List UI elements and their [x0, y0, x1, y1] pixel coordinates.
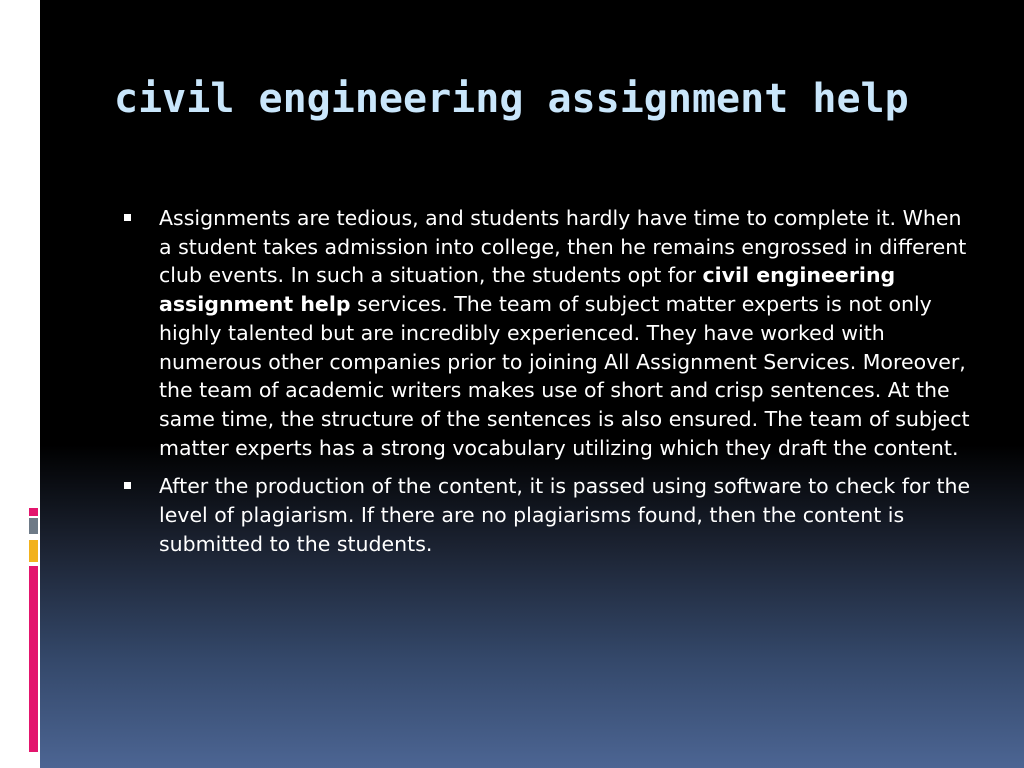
bullet-bold-keyword: civil engineering assignment help [159, 263, 896, 317]
left-strip [0, 0, 40, 768]
bullet-text: After the production of the content, it is passed using software to check for the level of plagiarism. If there are no plagiarisms found, then the content is submitted to the students. [159, 474, 971, 556]
bullet-text-after: services. The team of subject matter experts is not only highly talented but are incredibly experienced. They have worked with numerous other companies prior to joining All Assignment Services. Moreover, the team of academic writers makes use of short and crisp sentences. At the same time, the structure of the sentences is also ensured. The team of subject matter experts has a strong vocabulary utilizing which they draft the content. [159, 292, 970, 460]
accent-bar-pink [29, 566, 38, 752]
bullet-square-icon [124, 482, 131, 489]
bullet-square-icon [124, 214, 131, 221]
accent-bar-yellow [29, 540, 38, 562]
bullet-list [118, 204, 978, 568]
accent-bar-pink-top [29, 508, 38, 516]
bullet-text-before: Assignments are tedious, and students hardly have time to complete it. When a student takes admission into college, then he remains engrossed in different club events. In such a situation, the students opt for [159, 206, 967, 288]
accent-bar-gray [29, 518, 38, 534]
slide-title: civil engineering assignment help [114, 76, 909, 122]
bullet-item-2 [118, 472, 978, 558]
bullet-item-1 [118, 204, 978, 462]
